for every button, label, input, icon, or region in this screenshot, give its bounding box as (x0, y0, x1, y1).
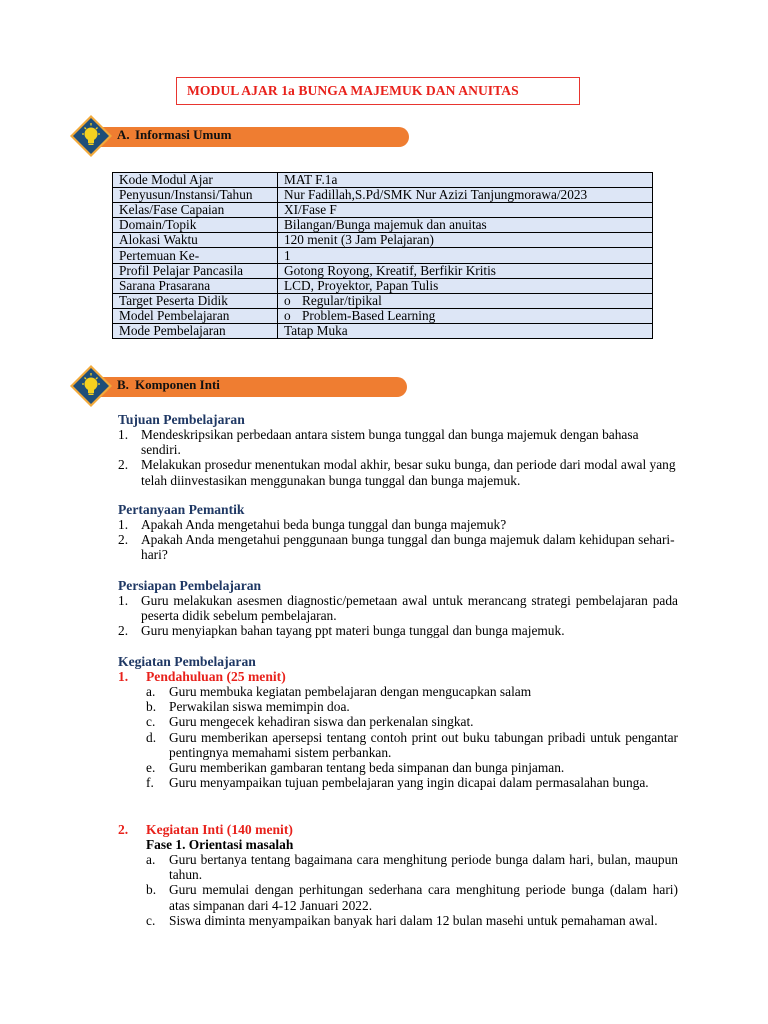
tujuan-heading: Tujuan Pembelajaran (118, 412, 245, 427)
section-a-heading (117, 127, 231, 143)
table-cell-value: 120 menit (3 Jam Pelajaran) (278, 233, 653, 248)
bullet-marker: o (284, 293, 291, 308)
item-text: Guru menyiapkan bahan tayang ppt materi bunga tunggal dan bunga majemuk. (141, 623, 565, 639)
table-cell-key: Pertemuan Ke- (113, 248, 278, 263)
table-cell-key: Target Peserta Didik (113, 293, 278, 308)
section-a-icon-wrap (69, 114, 113, 158)
pertanyaan-block (118, 502, 678, 563)
value-text: Problem-Based Learning (302, 308, 436, 323)
table-cell-key: Kode Modul Ajar (113, 173, 278, 188)
item-letter: d. (146, 729, 157, 745)
table-cell-value: Nur Fadillah,S.Pd/SMK Nur Azizi Tanjungmorawa/2023 (278, 188, 653, 203)
table-row (113, 278, 653, 293)
list-item (118, 775, 678, 790)
table-row (113, 173, 653, 188)
kegiatan-heading: Kegiatan Pembelajaran (118, 654, 256, 669)
section-b-label: Komponen Inti (135, 377, 220, 392)
list-item (118, 593, 678, 623)
item-text: Guru bertanya tentang bagaimana cara menghitung periode bunga dalam hari, bulan, maupun tahun. (169, 852, 678, 883)
item-number: 1. (118, 517, 129, 532)
list-item (118, 517, 678, 532)
list-item (118, 623, 678, 638)
value-text: Regular/tipikal (302, 293, 382, 308)
table-cell-value: XI/Fase F (278, 203, 653, 218)
section-b-icon-wrap (69, 364, 113, 408)
table-row (113, 188, 653, 203)
item-number: 2. (118, 822, 129, 837)
item-text: Apakah Anda mengetahui penggunaan bunga tunggal dan bunga majemuk dalam kehidupan sehari-hari? (141, 532, 675, 563)
list-item (118, 457, 678, 487)
item-letter: e. (146, 760, 156, 776)
table-row (113, 323, 653, 338)
title-box (176, 77, 580, 105)
section-b-heading (117, 377, 220, 393)
table-cell-value: 1 (278, 248, 653, 263)
lightbulb-icon (69, 114, 113, 158)
list-item (118, 714, 678, 729)
table-cell-value: LCD, Proyektor, Papan Tulis (278, 278, 653, 293)
table-cell-value (278, 308, 653, 323)
list-item (118, 532, 678, 562)
list-item (118, 760, 678, 775)
table-cell-key: Profil Pelajar Pancasila (113, 263, 278, 278)
table-cell-key: Kelas/Fase Capaian (113, 203, 278, 218)
table-cell-key: Model Pembelajaran (113, 308, 278, 323)
page-title: MODUL AJAR 1a BUNGA MAJEMUK DAN ANUITAS (187, 83, 519, 98)
item-number: 2. (118, 532, 129, 548)
table-cell-value: MAT F.1a (278, 173, 653, 188)
table-cell-value: Tatap Muka (278, 323, 653, 338)
section-b-letter: B. (117, 377, 129, 392)
section-a-label: Informasi Umum (135, 127, 232, 142)
table-row (113, 203, 653, 218)
table-cell-key: Sarana Prasarana (113, 278, 278, 293)
table-cell-key: Domain/Topik (113, 218, 278, 233)
list-item (118, 684, 678, 699)
item-letter: c. (146, 714, 156, 730)
info-table (112, 172, 653, 339)
item-text: Guru menyampaikan tujuan pembelajaran yang ingin dicapai dalam permasalahan bunga. (169, 775, 649, 791)
table-row (113, 263, 653, 278)
item-text: Siswa diminta menyampaikan banyak hari dalam 12 bulan masehi untuk pemahaman awal. (169, 912, 658, 928)
tujuan-block (118, 412, 678, 488)
item-letter: a. (146, 684, 156, 699)
item-text: Melakukan prosedur menentukan modal akhir, besar suku bunga, dan periode dari modal awal yang telah diinvestasikan menggunakan bunga tunggal dan bunga majemuk. (141, 457, 676, 488)
item-number: 1. (118, 593, 129, 608)
list-item (118, 730, 678, 760)
inti-title: Kegiatan Inti (140 menit) (146, 822, 293, 837)
section-a-letter: A. (117, 127, 130, 142)
item-text: Guru memulai dengan perhitungan sederhana cara menghitung periode bunga (dalam hari) atas simpanan dari 4-12 Januari 2022. (169, 882, 678, 913)
table-cell-value (278, 293, 653, 308)
item-letter: a. (146, 852, 156, 867)
table-cell-key: Mode Pembelajaran (113, 323, 278, 338)
lightbulb-icon (69, 364, 113, 408)
item-number: 2. (118, 457, 129, 473)
list-item (118, 913, 678, 928)
item-number: 1. (118, 669, 129, 684)
item-text: Apakah Anda mengetahui beda bunga tunggal dan bunga majemuk? (141, 517, 507, 532)
list-item (118, 427, 678, 457)
list-item (118, 699, 678, 714)
item-text: Guru melakukan asesmen diagnostic/pemetaan awal untuk merancang strategi pembelajaran pada peserta didik sebelum pembelajaran. (141, 593, 678, 624)
bullet-marker: o (284, 308, 291, 323)
item-text: Guru mengecek kehadiran siswa dan perkenalan singkat. (169, 714, 474, 730)
list-item (118, 882, 678, 912)
pendahuluan-title: Pendahuluan (25 menit) (146, 669, 286, 684)
item-text: Guru membuka kegiatan pembelajaran dengan mengucapkan salam (169, 684, 532, 699)
item-letter: f. (146, 775, 154, 791)
pendahuluan-heading (118, 669, 678, 684)
item-number: 1. (118, 427, 129, 442)
table-row (113, 233, 653, 248)
table-cell-key: Alokasi Waktu (113, 233, 278, 248)
pertanyaan-heading: Pertanyaan Pemantik (118, 502, 245, 517)
kegiatan-block (118, 654, 678, 790)
persiapan-heading: Persiapan Pembelajaran (118, 578, 262, 593)
item-letter: b. (146, 882, 157, 898)
item-text: Mendeskripsikan perbedaan antara sistem bunga tunggal dan bunga majemuk dengan bahasa sendiri. (141, 427, 639, 458)
table-cell-value: Bilangan/Bunga majemuk dan anuitas (278, 218, 653, 233)
persiapan-block (118, 578, 678, 639)
item-number: 2. (118, 623, 129, 639)
item-text: Guru memberikan gambaran tentang beda simpanan dan bunga pinjaman. (169, 760, 565, 776)
table-cell-value: Gotong Royong, Kreatif, Berfikir Kritis (278, 263, 653, 278)
item-letter: b. (146, 699, 157, 715)
list-item (118, 852, 678, 882)
inti-heading (118, 822, 678, 837)
item-text: Guru memberikan apersepsi tentang contoh print out buku tabungan pribadi untuk pengantar pentingnya memahami sistem perbankan. (169, 729, 678, 760)
table-row (113, 218, 653, 233)
inti-block (118, 822, 678, 928)
table-cell-key: Penyusun/Instansi/Tahun (113, 188, 278, 203)
table-row (113, 248, 653, 263)
table-row (113, 293, 653, 308)
item-letter: c. (146, 912, 156, 928)
table-row (113, 308, 653, 323)
fase-heading: Fase 1. Orientasi masalah (146, 837, 294, 852)
item-text: Perwakilan siswa memimpin doa. (169, 699, 350, 715)
